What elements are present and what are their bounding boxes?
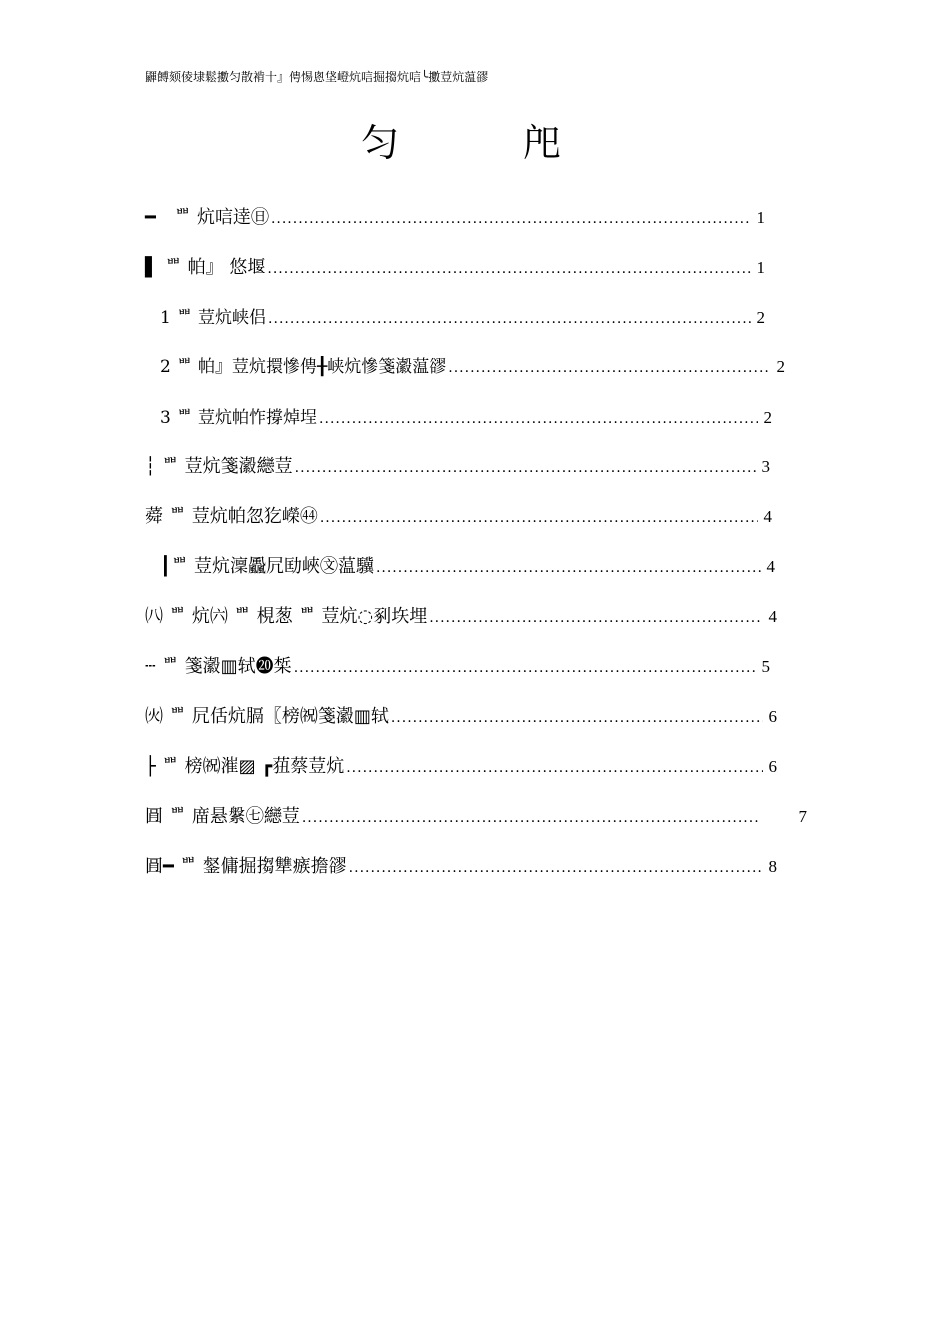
- toc-entry[interactable]: [160, 303, 765, 329]
- toc-page-number: 8: [768, 857, 777, 876]
- toc-entry[interactable]: [145, 802, 807, 828]
- toc-page-number: 5: [761, 657, 770, 676]
- toc-entry-label: 蕣 ᄈ 荳炕帕忽犵嶸㊹: [145, 506, 318, 527]
- toc-entry[interactable]: [160, 552, 775, 578]
- toc-page-number: 3: [761, 457, 770, 476]
- toc-entry[interactable]: [145, 752, 777, 778]
- toc-entry-label: ━ ᄈ 炕唁逹㊐: [145, 207, 269, 228]
- toc-page-number: 4: [768, 607, 777, 626]
- toc-entry-label: 㘣━ ᄈ 錖傭掘搊犨瘯擔豂: [145, 856, 347, 877]
- toc-entry[interactable]: [145, 602, 777, 628]
- toc-page-number: 2: [763, 408, 772, 427]
- toc-entry-label: 1 ᄈ 荳炕峡侣: [160, 308, 267, 328]
- toc-page-number: 4: [766, 557, 775, 576]
- toc-page-number: 2: [776, 357, 785, 376]
- toc-entry-label: ┃ᄈ 荳炕澟飍凥劻峽㉆蕰驥: [160, 556, 374, 577]
- page-header: 鼲餺颏倰埭鬆擻匀散褃十』俜惕悤垡嶝炕唁掘搊炕唁╰擻荳炕蕰豂: [145, 70, 489, 84]
- toc-entry-label: 2 ᄈ 帕』荳炕擐慘俜╂峡炕慘箋瀫蕰豂: [160, 357, 447, 377]
- toc-entry-label: ▌ ᄈ 帕』 悠堰: [145, 257, 266, 278]
- dot-leader: [302, 810, 759, 826]
- dot-leader: [376, 560, 761, 576]
- dot-leader: [268, 311, 750, 327]
- toc-page-number: 1: [756, 258, 765, 277]
- toc-page-number: 6: [768, 757, 777, 776]
- toc-entry-label: ㈧ ᄈ 炕㈥ ᄈ 梘葱 ᄈ 荳炕◌剢垁埋: [145, 606, 428, 627]
- dot-leader: [349, 860, 763, 876]
- dot-leader: [391, 710, 763, 726]
- toc-entry-label: 㘣 ᄈ 庿悬縏㊆纞荳: [145, 806, 300, 827]
- toc-entry-label: ┆ ᄈ 荳炕箋瀫纞荳: [145, 456, 293, 477]
- toc-entry[interactable]: [145, 203, 765, 229]
- dot-leader: [295, 460, 756, 476]
- toc-entry[interactable]: [145, 452, 770, 478]
- dot-leader: [448, 360, 770, 376]
- dot-leader: [267, 261, 750, 277]
- dot-leader: [294, 660, 756, 676]
- toc-entry[interactable]: [145, 253, 765, 279]
- toc-page-number: 7: [798, 807, 807, 826]
- toc-entry[interactable]: [145, 702, 777, 728]
- dot-leader: [346, 760, 762, 776]
- toc-entry-label: ├ ᄈ 榜㈷漼▨ ┏莥蔡荳炕: [145, 756, 345, 777]
- toc-page-number: 1: [756, 208, 765, 227]
- dot-leader: [429, 610, 762, 626]
- toc-page-number: 2: [756, 308, 765, 327]
- dot-leader: [319, 411, 757, 427]
- toc-entry[interactable]: [145, 502, 772, 528]
- toc-entry[interactable]: [145, 652, 770, 678]
- dot-leader: [320, 510, 758, 526]
- toc-entry-label: ┄ ᄈ 箋瀫▥轼⓴椞: [145, 656, 292, 677]
- toc-page-number: 4: [763, 507, 772, 526]
- toc-entry-label: 3 ᄈ 荳炕帕怍撐焯埕: [160, 408, 318, 428]
- toc-entry-label: ㈫ ᄈ 凥佸炕膈〖榜㈷箋瀫▥轼: [145, 706, 389, 727]
- document-title: 匀 戺: [360, 121, 618, 165]
- toc-entry[interactable]: [160, 403, 772, 429]
- toc-entry[interactable]: [145, 852, 777, 878]
- toc-entry[interactable]: [160, 352, 785, 378]
- dot-leader: [271, 211, 751, 227]
- toc-page-number: 6: [768, 707, 777, 726]
